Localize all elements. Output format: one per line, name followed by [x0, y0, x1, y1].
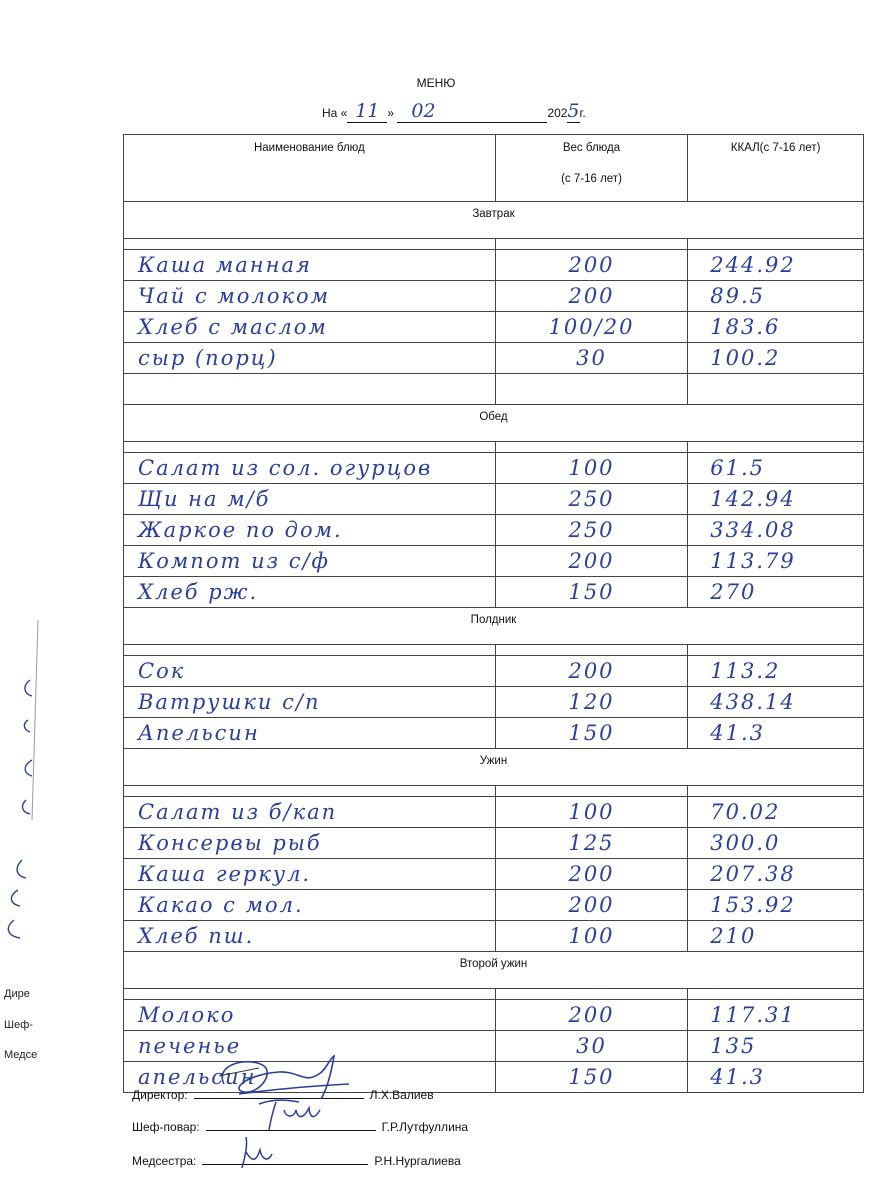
gap-cell — [495, 989, 688, 1000]
dish-name: Молоко — [124, 1000, 496, 1031]
section-header — [124, 749, 864, 786]
dish-weight: 120 — [495, 687, 688, 718]
dish-kcal: 142.94 — [688, 484, 864, 515]
section-header — [124, 952, 864, 989]
section-gap — [124, 786, 864, 797]
section-title: Ужин — [124, 749, 864, 786]
table-row — [124, 687, 864, 718]
gap-cell — [688, 239, 864, 250]
dish-weight: 125 — [495, 828, 688, 859]
table-row — [124, 828, 864, 859]
section-title: Обед — [124, 405, 864, 442]
signature-chef — [132, 1118, 468, 1134]
dish-weight: 200 — [495, 859, 688, 890]
dish-name: Каша манная — [124, 250, 496, 281]
dish-kcal: 135 — [688, 1031, 864, 1062]
date-line — [322, 100, 586, 123]
gap-cell — [124, 645, 496, 656]
dish-name: сыр (порц) — [124, 343, 496, 374]
gap-cell — [124, 989, 496, 1000]
table-header — [124, 135, 864, 202]
dish-weight: 100 — [495, 921, 688, 952]
dish-kcal: 244.92 — [688, 250, 864, 281]
empty-cell — [688, 374, 864, 405]
gap-cell — [124, 786, 496, 797]
dish-kcal: 153.92 — [688, 890, 864, 921]
signature-name: Г.Р.Лутфуллина — [381, 1120, 469, 1134]
dish-kcal: 438.14 — [688, 687, 864, 718]
dish-weight: 200 — [495, 890, 688, 921]
dish-weight: 30 — [495, 343, 688, 374]
dish-name: Сок — [124, 656, 496, 687]
empty-cell — [495, 374, 688, 405]
menu-table — [123, 134, 864, 1093]
dish-kcal: 113.79 — [688, 546, 864, 577]
table-row — [124, 921, 864, 952]
dish-weight: 250 — [495, 515, 688, 546]
table-row — [124, 577, 864, 608]
dish-kcal: 270 — [688, 577, 864, 608]
dish-kcal: 70.02 — [688, 797, 864, 828]
dish-name: Хлеб с маслом — [124, 312, 496, 343]
dish-name: Апельсин — [124, 718, 496, 749]
empty-cell — [124, 374, 496, 405]
dish-name: Жаркое по дом. — [124, 515, 496, 546]
dish-kcal: 210 — [688, 921, 864, 952]
dish-kcal: 61.5 — [688, 453, 864, 484]
header-kcal: ККАЛ(с 7-16 лет) — [688, 135, 864, 202]
table-row — [124, 1000, 864, 1031]
table-row — [124, 890, 864, 921]
dish-name: апельсин — [124, 1062, 496, 1093]
table-row — [124, 546, 864, 577]
gap-cell — [124, 239, 496, 250]
header-name: Наименование блюд — [124, 135, 496, 202]
dish-name: Каша геркул. — [124, 859, 496, 890]
page-title: МЕНЮ — [416, 76, 456, 90]
table-row — [124, 484, 864, 515]
section-title: Полдник — [124, 608, 864, 645]
dish-name: Чай с молоком — [124, 281, 496, 312]
chef-signature-image — [254, 1096, 334, 1136]
dish-kcal: 41.3 — [688, 718, 864, 749]
dish-kcal: 113.2 — [688, 656, 864, 687]
dish-weight: 100 — [495, 453, 688, 484]
section-header — [124, 405, 864, 442]
section-gap — [124, 989, 864, 1000]
gap-cell — [495, 645, 688, 656]
dish-name: Компот из с/ф — [124, 546, 496, 577]
dish-name: Хлеб пш. — [124, 921, 496, 952]
date-month: 02 — [411, 100, 436, 122]
section-gap — [124, 442, 864, 453]
signature-role: Директор: — [132, 1088, 188, 1102]
signature-nurse — [132, 1152, 461, 1168]
bleed-text-1: Дире — [4, 988, 30, 1000]
section-title: Второй ужин — [124, 952, 864, 989]
dish-weight: 200 — [495, 546, 688, 577]
gap-cell — [495, 786, 688, 797]
table-row — [124, 797, 864, 828]
gap-cell — [495, 239, 688, 250]
dish-weight: 100 — [495, 797, 688, 828]
dish-name: Салат из сол. огурцов — [124, 453, 496, 484]
dish-weight: 100/20 — [495, 312, 688, 343]
table-row — [124, 859, 864, 890]
table-row — [124, 453, 864, 484]
table-row — [124, 718, 864, 749]
bleed-text-2: Шеф- — [4, 1019, 33, 1031]
dish-name: Ватрушки с/п — [124, 687, 496, 718]
dish-weight: 200 — [495, 250, 688, 281]
dish-weight: 200 — [495, 281, 688, 312]
dish-kcal: 300.0 — [688, 828, 864, 859]
nurse-signature-image — [238, 1132, 278, 1172]
dish-name: Хлеб рж. — [124, 577, 496, 608]
gap-cell — [688, 645, 864, 656]
date-suffix: г. — [579, 106, 586, 120]
dish-kcal: 183.6 — [688, 312, 864, 343]
dish-weight: 150 — [495, 718, 688, 749]
dish-name: Салат из б/кап — [124, 797, 496, 828]
table-row — [124, 515, 864, 546]
section-header — [124, 202, 864, 239]
dish-weight: 30 — [495, 1031, 688, 1062]
date-prefix: На « — [322, 106, 348, 120]
gap-cell — [495, 442, 688, 453]
section-gap — [124, 239, 864, 250]
table-row — [124, 281, 864, 312]
dish-kcal: 100.2 — [688, 343, 864, 374]
signature-name: Р.Н.Нургалиева — [374, 1154, 461, 1168]
bleed-text-3: Медсе — [4, 1049, 38, 1061]
bleed-through-marks — [0, 620, 40, 960]
table-row — [124, 343, 864, 374]
section-header — [124, 608, 864, 645]
date-year: 202 — [547, 106, 568, 120]
dish-name: Консервы рыб — [124, 828, 496, 859]
dish-name: печенье — [124, 1031, 496, 1062]
date-separator: » — [387, 106, 395, 120]
dish-weight: 250 — [495, 484, 688, 515]
date-year-digit: 5 — [567, 100, 580, 122]
gap-cell — [688, 442, 864, 453]
dish-kcal: 207.38 — [688, 859, 864, 890]
dish-weight: 150 — [495, 577, 688, 608]
header-weight: Вес блюда (с 7-16 лет) — [495, 135, 688, 202]
dish-weight: 200 — [495, 1000, 688, 1031]
gap-cell — [124, 442, 496, 453]
empty-row — [124, 374, 864, 405]
dish-kcal: 41.3 — [688, 1062, 864, 1093]
dish-name: Щи на м/б — [124, 484, 496, 515]
gap-cell — [688, 786, 864, 797]
date-day: 11 — [355, 100, 380, 122]
dish-kcal: 117.31 — [688, 1000, 864, 1031]
signature-name: Л.Х.Валиев — [369, 1088, 434, 1102]
dish-weight: 200 — [495, 656, 688, 687]
dish-weight: 150 — [495, 1062, 688, 1093]
dish-kcal: 89.5 — [688, 281, 864, 312]
table-row — [124, 656, 864, 687]
table-row — [124, 312, 864, 343]
section-gap — [124, 645, 864, 656]
signature-role: Медсестра: — [132, 1154, 197, 1168]
section-title: Завтрак — [124, 202, 864, 239]
dish-name: Какао с мол. — [124, 890, 496, 921]
gap-cell — [688, 989, 864, 1000]
dish-kcal: 334.08 — [688, 515, 864, 546]
signature-role: Шеф-повар: — [132, 1120, 200, 1134]
table-row — [124, 250, 864, 281]
